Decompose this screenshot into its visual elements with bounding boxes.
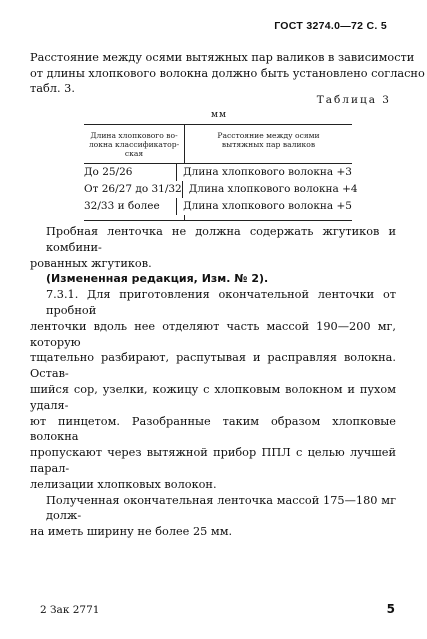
table-row (84, 181, 358, 198)
cell-length: От 26/27 до 31/32 (84, 181, 183, 198)
table-row (84, 164, 352, 181)
paragraph-line: на иметь ширину не более 25 мм. (30, 525, 233, 539)
header-line: Расстояние между осями (217, 131, 320, 140)
amendment-note: (Измененная редакция, Изм. № 2). (46, 272, 269, 286)
paragraph-line: шийся сор, узелки, кожицу с хлопковым волокном и пухом удаля- (30, 382, 396, 412)
column-header-length (84, 125, 185, 163)
intro-line: от длины хлопкового волокна должно быть установлено согласно (30, 66, 425, 80)
header-line: ская (124, 149, 144, 158)
intro-line: табл. 3. (30, 82, 75, 95)
table-unit: мм (211, 110, 228, 120)
paragraph-line: Полученная окончательная ленточка массой 175—180 мг долж- (46, 493, 396, 523)
paragraph-line: Пробная ленточка не должна содержать жгутиков и комбини- (46, 225, 396, 254)
body-text (30, 224, 396, 540)
table-header (84, 125, 352, 164)
intro-paragraph (30, 50, 425, 97)
cell-distance: Длина хлопкового волокна +4 (188, 183, 358, 195)
cell-distance: Длина хлопкового волокна +3 (183, 166, 352, 178)
paragraph-line: 7.3.1. Для приготовления окончательной ленточки от пробной (46, 288, 396, 317)
intro-line: Расстояние между осями вытяжных пар валиков в зависимости (30, 51, 415, 64)
cell-length: 32/33 и более (84, 198, 177, 215)
cell-length: До 25/26 (84, 164, 177, 181)
header-line: Длина хлопкового во- (90, 131, 178, 140)
header-line: вытяжных пар валиков (221, 140, 316, 149)
table-bottom-padding (84, 215, 352, 220)
print-order-note: 2 Зак 2771 (40, 604, 100, 616)
table-row (84, 198, 352, 215)
paragraph-line: пропускают через вытяжной прибор ППЛ с целью лучшей парал- (30, 446, 396, 475)
table-caption: Таблица 3 (316, 94, 391, 106)
distance-table (84, 124, 358, 221)
paragraph-line: ют пинцетом. Разобранные таким образом хлопковые волокна (30, 414, 396, 444)
paragraph-line: лелизации хлопковых волокон. (30, 477, 217, 491)
paragraph-line: ленточки вдоль нее отделяют часть массой 190—200 мг, которую (30, 319, 396, 349)
page-number: 5 (386, 602, 395, 616)
cell-distance: Длина хлопкового волокна +5 (183, 200, 352, 212)
paragraph-line: рованных жгутиков. (30, 256, 152, 270)
column-header-distance (185, 125, 352, 163)
table-spacer (185, 215, 352, 220)
page-header: ГОСТ 3274.0—72 С. 5 (274, 20, 387, 32)
table-spacer (84, 215, 185, 220)
header-line: локна классификатор- (88, 140, 180, 149)
paragraph-line: тщательно разбирают, распутывая и расправляя волокна. Остав- (30, 351, 396, 381)
